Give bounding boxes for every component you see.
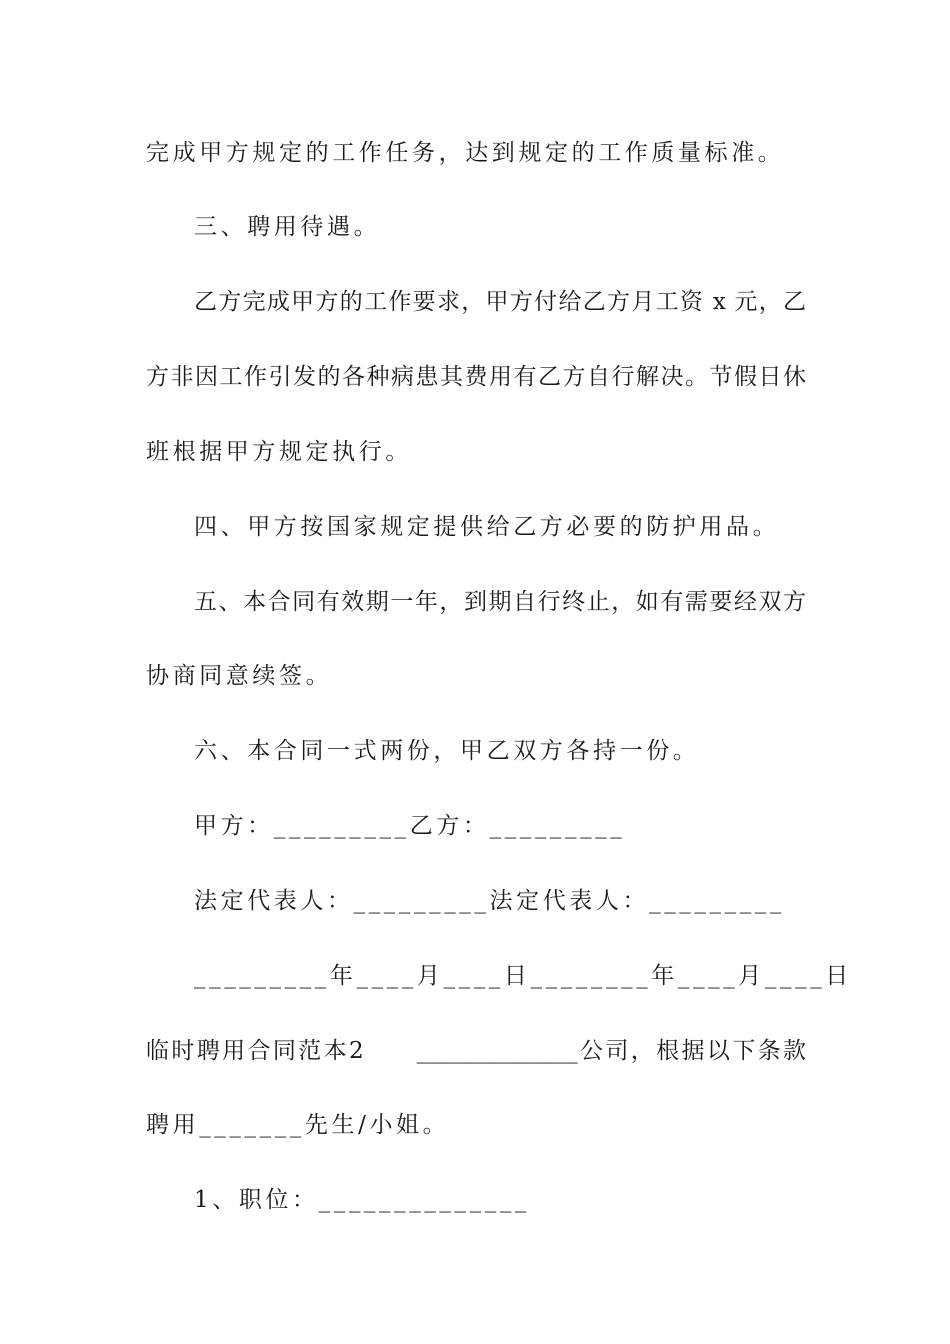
- paragraph-line-8: 协商同意续签。: [146, 663, 333, 689]
- section-line-4: 四、甲方按国家规定提供给乙方必要的防护用品。: [194, 514, 780, 540]
- paragraph-line-3: 乙方完成甲方的工作要求，甲方付给乙方月工资 x 元，乙: [194, 289, 806, 315]
- template-2-hire-line: 聘用_______先生/小姐。: [146, 1112, 450, 1138]
- signature-date-line: _________年____月____日________年____月____日: [194, 963, 852, 989]
- paragraph-line-1: 完成甲方规定的工作任务，达到规定的工作质量标准。: [146, 140, 785, 166]
- position-line: 1、职位：______________: [194, 1187, 531, 1213]
- template-2-intro-line: 临时聘用合同范本2 ______________公司，根据以下条款: [146, 1038, 806, 1064]
- section-line-5: 五、本合同有效期一年，到期自行终止，如有需要经双方: [194, 589, 806, 615]
- section-heading-3: 三、聘用待遇。: [194, 214, 381, 240]
- paragraph-line-4: 方非因工作引发的各种病患其费用有乙方自行解决。节假日休: [146, 364, 806, 390]
- signature-parties-line: 甲方：_________乙方：_________: [194, 813, 626, 839]
- paragraph-line-5: 班根据甲方规定执行。: [146, 439, 412, 465]
- legal-representative-line: 法定代表人：_________法定代表人：_________: [194, 888, 785, 914]
- section-line-6: 六、本合同一式两份，甲乙双方各持一份。: [194, 738, 700, 764]
